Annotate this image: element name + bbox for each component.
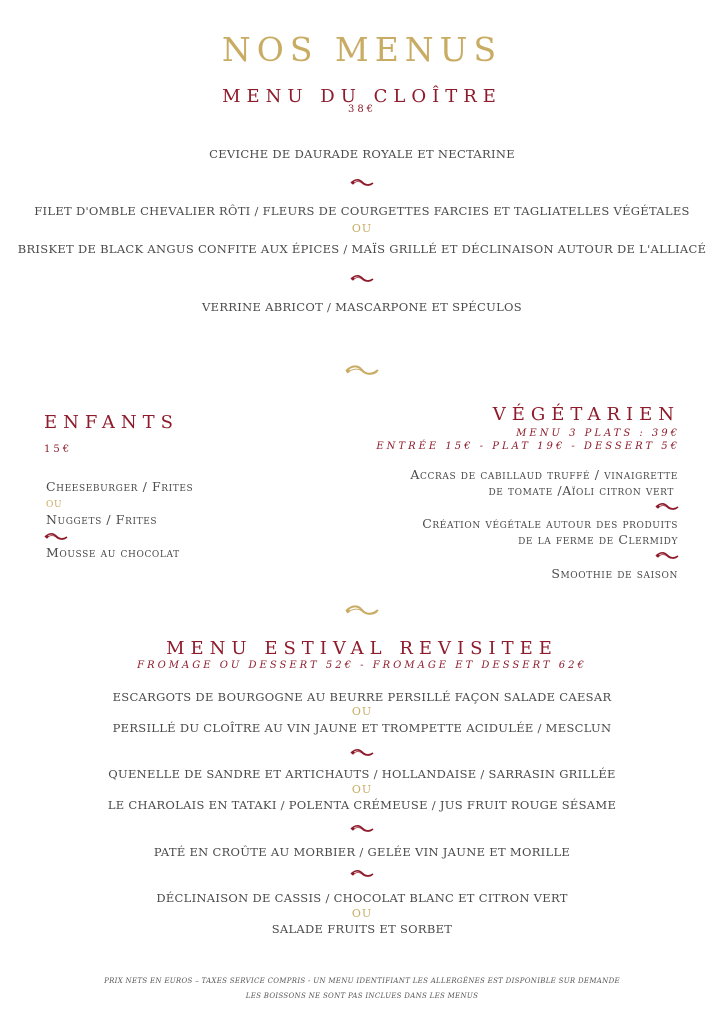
enfants-title: ENFANTS [44,412,179,433]
flourish-divider-icon [655,551,679,561]
estival-dessert-1: DÉCLINAISON DE CASSIS / CHOCOLAT BLANC ET CITRON VERT [156,891,568,905]
cloitre-main-1: FILET D'OMBLE CHEVALIER RÔTI / FLEURS DE COURGETTES FARCIES ET TAGLIATELLES VÉGÉTALES [34,204,690,218]
page-title: NOS MENUS [221,30,503,69]
gold-flourish-icon [344,364,380,378]
enfants-dessert: Mousse au chocolat [46,545,180,560]
vegetarien-formula-1: MENU 3 PLATS : 39€ [516,428,680,439]
vegetarien-starter-line-1: Accras de cabillaud truffé / vinaigrette [410,467,678,482]
estival-main-1: QUENELLE DE SANDRE ET ARTICHAUTS / HOLLANDAISE / SARRASIN GRILLÉE [108,767,616,781]
enfants-or: ou [46,495,63,510]
estival-cheese: PATÉ EN CROÛTE AU MORBIER / GELÉE VIN JAUNE ET MORILLE [153,845,571,859]
vegetarien-main-line-1: Création végétale autour des produits [422,516,678,531]
gold-flourish-icon [344,604,380,618]
enfants-price: 15€ [44,444,73,455]
cloitre-title: MENU DU CLOÎTRE [222,86,502,107]
estival-title: MENU ESTIVAL REVISITEE [166,638,558,659]
vegetarien-formula-2: ENTRÉE 15€ - PLAT 19€ - DESSERT 5€ [376,441,680,452]
cloitre-dessert: VERRINE ABRICOT / MASCARPONE ET SPÉCULOS [202,300,522,314]
estival-starter-2: PERSILLÉ DU CLOÎTRE AU VIN JAUNE ET TROMPETTE ACIDULÉE / MESCLUN [112,721,612,735]
flourish-divider-icon [350,824,374,834]
enfants-item-2: Nuggets / Frites [46,512,158,527]
cloitre-or: OU [351,222,373,235]
vegetarien-main-line-2: de la ferme de Clermidy [518,532,678,547]
estival-main-2: LE CHAROLAIS EN TATAKI / POLENTA CRÉMEUSE / JUS FRUIT ROUGE SÉSAME [107,798,617,812]
estival-dessert-2: SALADE FRUITS ET SORBET [271,922,453,936]
vegetarien-dessert: Smoothie de saison [551,566,678,581]
estival-or-1: OU [351,705,373,718]
flourish-divider-icon [350,869,374,879]
cloitre-price: 38€ [347,104,377,115]
estival-starter-1: ESCARGOTS DE BOURGOGNE AU BEURRE PERSILLÉ FAÇON SALADE CAESAR [112,690,612,704]
flourish-divider-icon [350,178,374,188]
estival-subtitle: FROMAGE OU DESSERT 52€ - FROMAGE ET DESSERT 62€ [137,660,587,671]
flourish-divider-icon [350,748,374,758]
cloitre-starter: CEVICHE DE DAURADE ROYALE ET NECTARINE [209,147,515,161]
cloitre-main-2: BRISKET DE BLACK ANGUS CONFITE AUX ÉPICES / MAÏS GRILLÉ ET DÉCLINAISON AUTOUR DE L'ALLIACÉ [17,242,707,256]
vegetarien-starter-line-2: de tomate /Aïoli citron vert [488,483,674,498]
flourish-divider-icon [44,532,68,542]
enfants-item-1: Cheeseburger / Frites [46,479,194,494]
estival-or-3: OU [351,907,373,920]
flourish-divider-icon [655,502,679,512]
estival-or-2: OU [351,783,373,796]
footer-line-2: LES BOISSONS NE SONT PAS INCLUES DANS LES MENUS [245,992,479,1000]
flourish-divider-icon [350,274,374,284]
footer-line-1: PRIX NETS EN EUROS – TAXES SERVICE COMPRIS - UN MENU IDENTIFIANT LES ALLERGÈNES EST DISPONIBLE SUR DEMANDE [104,977,620,985]
vegetarien-title: VÉGÉTARIEN [492,404,680,425]
